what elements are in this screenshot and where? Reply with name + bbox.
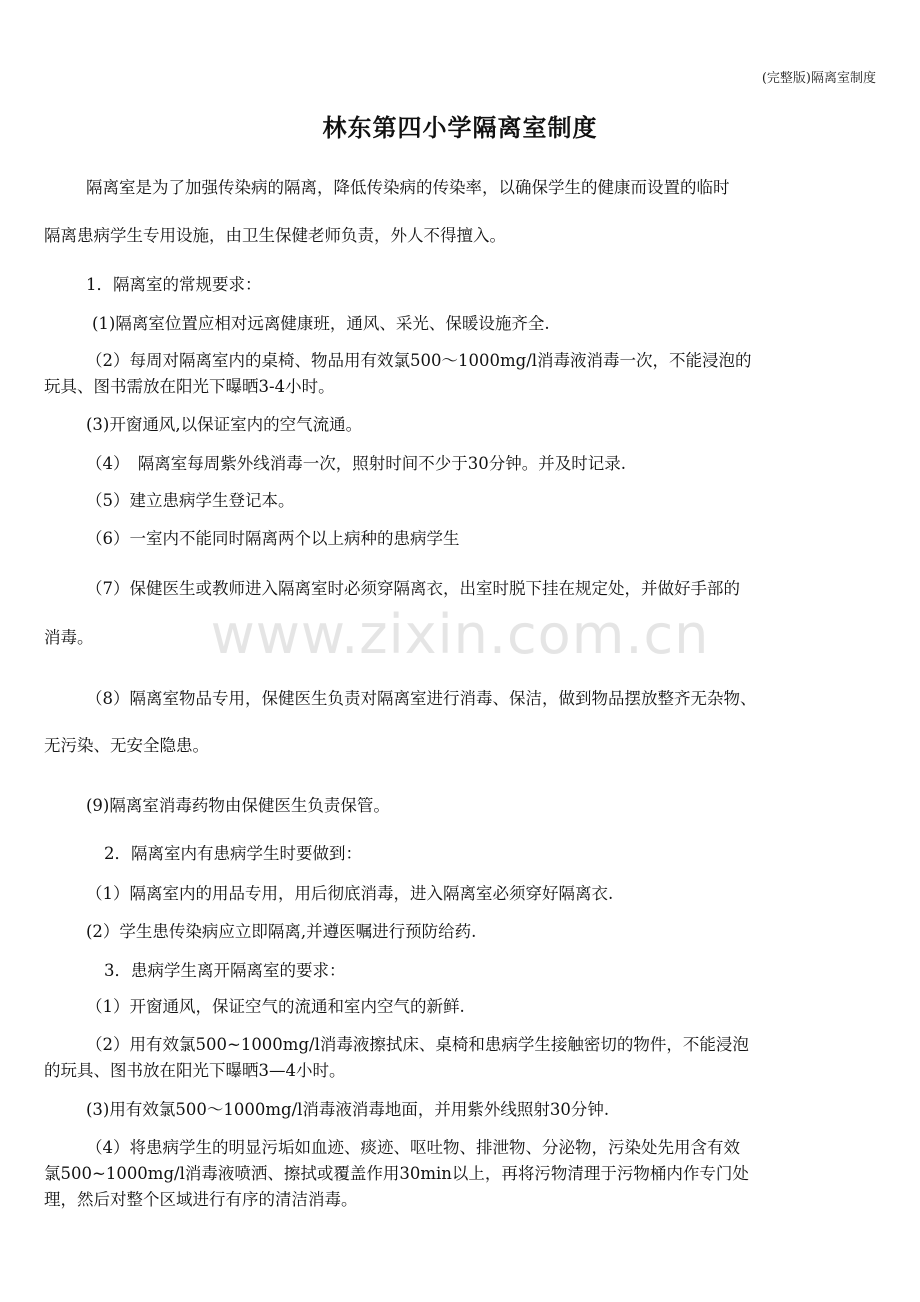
list-item-continuation: 消毒。 bbox=[44, 628, 94, 647]
list-item: (2）学生患传染病应立即隔离,并遵医嘱进行预防给药. bbox=[86, 922, 477, 941]
document-title: 林东第四小学隔离室制度 bbox=[322, 114, 598, 142]
list-item: (3)开窗通风,以保证室内的空气流通。 bbox=[86, 415, 363, 434]
intro-paragraph-line: 隔离患病学生专用设施，由卫生保健老师负责，外人不得擅入。 bbox=[44, 226, 506, 245]
list-item: （4）将患病学生的明显污垢如血迹、痰迹、呕吐物、排泄物、分泌物，污染处先用含有效 bbox=[86, 1138, 740, 1157]
list-item: （8）隔离室物品专用，保健医生负责对隔离室进行消毒、保洁，做到物品摆放整齐无杂物、 bbox=[86, 689, 757, 708]
list-item: (9)隔离室消毒药物由保健医生负责保管。 bbox=[86, 796, 390, 815]
list-item-continuation: 无污染、无安全隐患。 bbox=[44, 736, 209, 755]
list-item: （4） 隔离室每周紫外线消毒一次，照射时间不少于30分钟。并及时记录. bbox=[86, 454, 626, 473]
section-heading: 3．患病学生离开隔离室的要求： bbox=[104, 961, 346, 980]
list-item: （7）保健医生或教师进入隔离室时必须穿隔离衣，出室时脱下挂在规定处，并做好手部的 bbox=[86, 579, 740, 598]
list-item: （6）一室内不能同时隔离两个以上病种的患病学生 bbox=[86, 529, 460, 548]
list-item-continuation: 氯500~1000mg/l消毒液喷洒、擦拭或覆盖作用30min以上，再将污物清理于污物桶内作专门处 bbox=[44, 1164, 749, 1183]
list-item: (1)隔离室位置应相对远离健康班，通风、采光、保暖设施齐全. bbox=[92, 314, 550, 333]
list-item-continuation: 理，然后对整个区域进行有序的清洁消毒。 bbox=[44, 1190, 358, 1209]
watermark: www.zixin.com.cn bbox=[210, 603, 710, 666]
list-item-continuation: 的玩具、图书放在阳光下曝晒3—4小时。 bbox=[44, 1061, 346, 1080]
list-item: （1）隔离室内的用品专用，用后彻底消毒，进入隔离室必须穿好隔离衣. bbox=[86, 884, 614, 903]
section-heading: 1．隔离室的常规要求： bbox=[86, 275, 262, 294]
list-item: （2）用有效氯500~1000mg/l消毒液擦拭床、桌椅和患病学生接触密切的物件，不能浸泡 bbox=[86, 1035, 749, 1054]
intro-paragraph-line: 隔离室是为了加强传染病的隔离，降低传染病的传染率，以确保学生的健康而设置的临时 bbox=[86, 178, 730, 197]
list-item: （1）开窗通风，保证空气的流通和室内空气的新鲜. bbox=[86, 997, 465, 1016]
document-header-label: (完整版)隔离室制度 bbox=[761, 71, 876, 86]
list-item-continuation: 玩具、图书需放在阳光下曝晒3-4小时。 bbox=[44, 377, 335, 396]
list-item: (3)用有效氯500～1000mg/l消毒液消毒地面，并用紫外线照射30分钟. bbox=[86, 1100, 610, 1119]
list-item: （5）建立患病学生登记本。 bbox=[86, 491, 295, 510]
section-heading: 2．隔离室内有患病学生时要做到： bbox=[104, 844, 362, 863]
list-item: （2）每周对隔离室内的桌椅、物品用有效氯500～1000mg/l消毒液消毒一次，不能浸泡的 bbox=[86, 351, 752, 370]
